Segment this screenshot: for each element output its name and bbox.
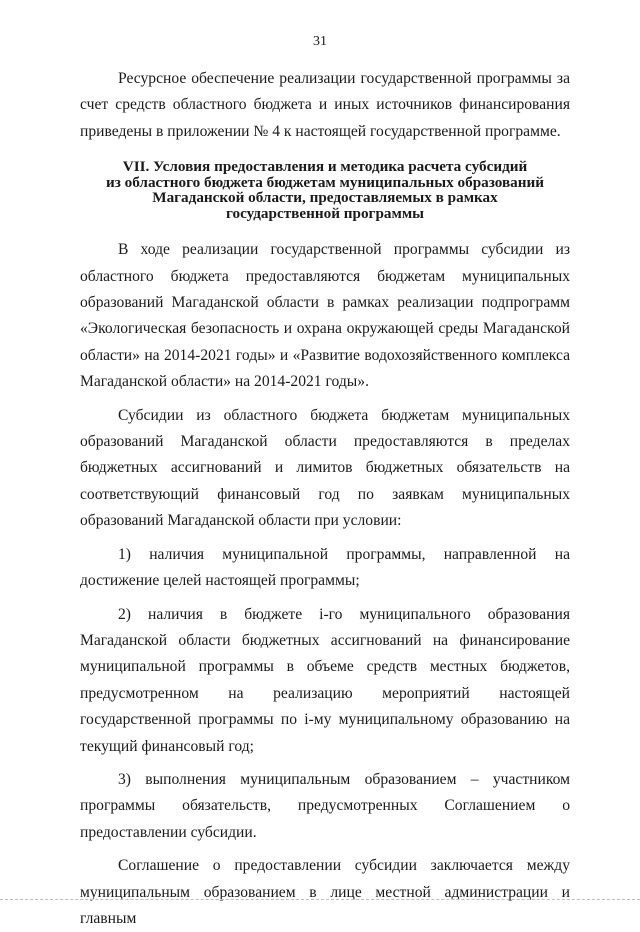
section-heading-line: из областного бюджета бюджетам муниципальных образований [105,173,545,191]
condition-item: 2) наличия в бюджете i-го муниципального образования Магаданской области бюджетных ассигнований на финансирование муниципальной программы в объеме средств местных бюджетов, предусмотренном на реализацию мероприятий настоящей государственной программы по i-му муниципальному образованию на текущий финансовый год; [80,605,570,755]
intro-paragraph: Ресурсное обеспечение реализации государственной программы за счет средств областного бюджета и иных источников финансирования приведены в приложении № 4 к настоящей государственной программе. [80,70,570,140]
document-body [80,66,570,932]
body-paragraph: В ходе реализации государственной программы субсидии из областного бюджета предоставляются бюджетам муниципальных образований Магаданской области в рамках реализации подпрограмм «Экологическая безопасность и охрана окружающей среды Магаданской области» на 2014-2021 годы» и «Развитие водохозяйственного комплекса Магаданской области» на 2014-2021 годы». [80,241,570,391]
condition-item: 1) наличия муниципальной программы, направленной на достижение целей настоящей программы; [80,545,570,590]
scan-edge-divider [0,899,640,901]
section-heading-line: VII. Условия предоставления и методика расчета субсидий [122,158,528,176]
section-heading [80,159,570,221]
body-paragraph: Субсидии из областного бюджета бюджетам муниципальных образований Магаданской области предоставляются в пределах бюджетных ассигнований и лимитов бюджетных обязательств на соответствующий финансовый год по заявкам муниципальных образований Магаданской области при условии: [80,406,570,530]
body-paragraph: Соглашение о предоставлении субсидии заключается между муниципальным образованием в лице местной администрации и главным [80,857,570,927]
page-number: 31 [313,34,327,49]
section-heading-line: государственной программы [225,204,425,222]
condition-item: 3) выполнения муниципальным образованием – участником программы обязательств, предусмотренных Соглашением о предоставлении субсидии. [80,770,570,841]
section-heading-line: Магаданской области, предоставляемых в рамках [152,189,498,207]
